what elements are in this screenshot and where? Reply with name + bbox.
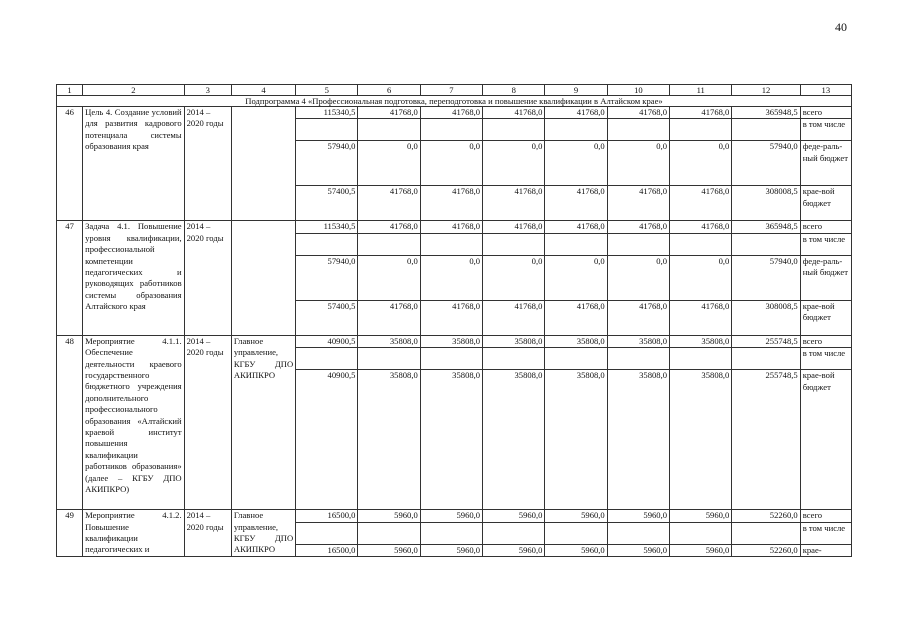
funding-value: 40900,5 xyxy=(296,370,358,510)
funding-source: в том числе xyxy=(800,348,851,370)
funding-value xyxy=(483,233,545,255)
funding-value: 35808,0 xyxy=(358,335,420,347)
table-row xyxy=(57,510,852,522)
subprogram-row xyxy=(57,96,852,107)
funding-value: 57940,0 xyxy=(732,141,800,186)
funding-value xyxy=(358,233,420,255)
funding-value: 35808,0 xyxy=(545,335,607,347)
funding-value xyxy=(483,522,545,544)
funding-value: 115340,5 xyxy=(296,221,358,233)
funding-value: 41768,0 xyxy=(670,300,732,335)
funding-value: 5960,0 xyxy=(607,544,669,556)
funding-value: 41768,0 xyxy=(483,300,545,335)
funding-value: 0,0 xyxy=(545,141,607,186)
funding-value xyxy=(358,348,420,370)
funding-value: 5960,0 xyxy=(420,544,482,556)
funding-value xyxy=(670,233,732,255)
table-row xyxy=(57,107,852,119)
funding-value: 35808,0 xyxy=(420,335,482,347)
funding-value: 0,0 xyxy=(607,255,669,300)
column-number: 7 xyxy=(420,85,482,96)
funding-value: 35808,0 xyxy=(607,335,669,347)
funding-value: 365948,5 xyxy=(732,221,800,233)
funding-value: 5960,0 xyxy=(358,510,420,522)
funding-value: 5960,0 xyxy=(420,510,482,522)
funding-value: 0,0 xyxy=(607,141,669,186)
funding-value: 52260,0 xyxy=(732,544,800,556)
responsible-executor xyxy=(231,221,295,335)
row-number: 48 xyxy=(57,335,83,509)
funding-value: 5960,0 xyxy=(670,544,732,556)
responsible-executor: Главное управление, КГБУ ДПО АКИПКРО xyxy=(231,510,295,557)
funding-value xyxy=(296,233,358,255)
column-number: 8 xyxy=(483,85,545,96)
funding-value: 41768,0 xyxy=(545,221,607,233)
funding-value xyxy=(296,119,358,141)
funding-value: 41768,0 xyxy=(358,221,420,233)
funding-value xyxy=(483,348,545,370)
funding-value xyxy=(545,348,607,370)
column-number: 6 xyxy=(358,85,420,96)
funding-value: 35808,0 xyxy=(358,370,420,510)
funding-value: 5960,0 xyxy=(670,510,732,522)
funding-value: 0,0 xyxy=(483,255,545,300)
funding-value: 57940,0 xyxy=(296,255,358,300)
responsible-executor xyxy=(231,107,295,221)
funding-value: 41768,0 xyxy=(420,221,482,233)
funding-value xyxy=(732,522,800,544)
funding-value xyxy=(607,348,669,370)
funding-value: 5960,0 xyxy=(483,510,545,522)
funding-value: 0,0 xyxy=(670,141,732,186)
funding-value: 41768,0 xyxy=(483,221,545,233)
funding-source: феде-раль-ный бюджет xyxy=(800,255,851,300)
row-number: 46 xyxy=(57,107,83,221)
funding-value: 0,0 xyxy=(420,141,482,186)
column-number: 9 xyxy=(545,85,607,96)
funding-value xyxy=(670,119,732,141)
funding-source: в том числе xyxy=(800,522,851,544)
funding-value: 57940,0 xyxy=(296,141,358,186)
funding-value: 0,0 xyxy=(670,255,732,300)
funding-value: 41768,0 xyxy=(670,186,732,221)
page-number: 40 xyxy=(835,20,847,34)
funding-value: 115340,5 xyxy=(296,107,358,119)
funding-source: крае- xyxy=(800,544,851,556)
funding-value xyxy=(732,348,800,370)
funding-value xyxy=(420,348,482,370)
funding-value xyxy=(545,522,607,544)
column-number: 10 xyxy=(607,85,669,96)
funding-value: 0,0 xyxy=(358,141,420,186)
implementation-period: 2014 – 2020 годы xyxy=(184,510,231,557)
funding-value: 0,0 xyxy=(358,255,420,300)
column-number: 5 xyxy=(296,85,358,96)
implementation-period: 2014 – 2020 годы xyxy=(184,335,231,509)
funding-value: 16500,0 xyxy=(296,544,358,556)
funding-source: крае-вой бюджет xyxy=(800,186,851,221)
funding-value: 16500,0 xyxy=(296,510,358,522)
funding-value: 5960,0 xyxy=(607,510,669,522)
funding-value: 41768,0 xyxy=(607,221,669,233)
funding-value: 57400,5 xyxy=(296,300,358,335)
funding-source: феде-раль-ный бюджет xyxy=(800,141,851,186)
funding-value: 5960,0 xyxy=(358,544,420,556)
funding-value xyxy=(607,233,669,255)
funding-value: 35808,0 xyxy=(545,370,607,510)
column-number: 4 xyxy=(231,85,295,96)
activity-name: Цель 4. Создание условий для развития кадрового потенциала системы образования края xyxy=(83,107,185,221)
funding-source: крае-вой бюджет xyxy=(800,300,851,335)
funding-value: 57940,0 xyxy=(732,255,800,300)
row-number: 49 xyxy=(57,510,83,557)
column-number: 12 xyxy=(732,85,800,96)
funding-source: в том числе xyxy=(800,119,851,141)
funding-value: 5960,0 xyxy=(545,510,607,522)
funding-value xyxy=(483,119,545,141)
funding-value: 52260,0 xyxy=(732,510,800,522)
funding-value: 5960,0 xyxy=(545,544,607,556)
funding-value: 41768,0 xyxy=(358,300,420,335)
funding-value: 41768,0 xyxy=(545,186,607,221)
funding-value: 41768,0 xyxy=(670,221,732,233)
funding-source: всего xyxy=(800,107,851,119)
funding-value: 35808,0 xyxy=(483,370,545,510)
funding-value: 41768,0 xyxy=(420,186,482,221)
column-number: 13 xyxy=(800,85,851,96)
funding-value: 35808,0 xyxy=(483,335,545,347)
funding-value: 308008,5 xyxy=(732,186,800,221)
implementation-period: 2014 – 2020 годы xyxy=(184,221,231,335)
funding-value: 365948,5 xyxy=(732,107,800,119)
funding-value: 0,0 xyxy=(483,141,545,186)
activity-name: Мероприятие 4.1.1. Обеспечение деятельности краевого государственного бюджетного учреждения дополнительного профессионального образования «Алтайский краевой институт повышения квалификации работников образования» (далее – КГБУ ДПО АКИПКРО) xyxy=(83,335,185,509)
funding-source: всего xyxy=(800,510,851,522)
funding-value xyxy=(296,522,358,544)
funding-value: 308008,5 xyxy=(732,300,800,335)
funding-value: 41768,0 xyxy=(483,186,545,221)
subprogram-title: Подпрограмма 4 «Профессиональная подготовка, переподготовка и повышение квалификации в Алтайском крае» xyxy=(57,96,852,107)
funding-value xyxy=(545,119,607,141)
funding-value: 41768,0 xyxy=(545,107,607,119)
funding-value: 35808,0 xyxy=(670,335,732,347)
column-number: 3 xyxy=(184,85,231,96)
funding-value: 41768,0 xyxy=(607,186,669,221)
column-number-row xyxy=(57,85,852,96)
table-row xyxy=(57,335,852,347)
funding-value: 255748,5 xyxy=(732,335,800,347)
funding-value xyxy=(545,233,607,255)
funding-value: 0,0 xyxy=(420,255,482,300)
funding-source: всего xyxy=(800,221,851,233)
funding-value: 41768,0 xyxy=(670,107,732,119)
funding-value xyxy=(420,522,482,544)
column-number: 1 xyxy=(57,85,83,96)
table-row xyxy=(57,221,852,233)
funding-value: 35808,0 xyxy=(420,370,482,510)
funding-value: 40900,5 xyxy=(296,335,358,347)
funding-source: всего xyxy=(800,335,851,347)
funding-value xyxy=(420,119,482,141)
funding-value xyxy=(670,522,732,544)
funding-value: 5960,0 xyxy=(483,544,545,556)
funding-value: 0,0 xyxy=(545,255,607,300)
funding-value xyxy=(670,348,732,370)
funding-value xyxy=(358,119,420,141)
funding-value: 41768,0 xyxy=(420,300,482,335)
funding-value xyxy=(607,522,669,544)
funding-value: 41768,0 xyxy=(358,107,420,119)
funding-value xyxy=(732,119,800,141)
responsible-executor: Главное управление, КГБУ ДПО АКИПКРО xyxy=(231,335,295,509)
column-number: 11 xyxy=(670,85,732,96)
activity-name: Задача 4.1. Повышение уровня квалификации, профессиональной компетенции педагогических и руководящих работников системы образования Алтайского края xyxy=(83,221,185,335)
activity-name: Мероприятие 4.1.2. Повышение квалификации педагогических и xyxy=(83,510,185,557)
column-number: 2 xyxy=(83,85,185,96)
funding-value xyxy=(420,233,482,255)
funding-value: 255748,5 xyxy=(732,370,800,510)
funding-value: 35808,0 xyxy=(607,370,669,510)
funding-value xyxy=(296,348,358,370)
funding-value: 35808,0 xyxy=(670,370,732,510)
funding-value: 41768,0 xyxy=(545,300,607,335)
implementation-period: 2014 – 2020 годы xyxy=(184,107,231,221)
funding-value: 41768,0 xyxy=(483,107,545,119)
funding-value: 41768,0 xyxy=(607,300,669,335)
funding-value: 41768,0 xyxy=(607,107,669,119)
funding-source: в том числе xyxy=(800,233,851,255)
funding-value: 57400,5 xyxy=(296,186,358,221)
funding-value xyxy=(358,522,420,544)
program-funding-table xyxy=(56,84,852,557)
funding-value: 41768,0 xyxy=(420,107,482,119)
funding-value: 41768,0 xyxy=(358,186,420,221)
funding-value xyxy=(607,119,669,141)
funding-value xyxy=(732,233,800,255)
funding-source: крае-вой бюджет xyxy=(800,370,851,510)
row-number: 47 xyxy=(57,221,83,335)
